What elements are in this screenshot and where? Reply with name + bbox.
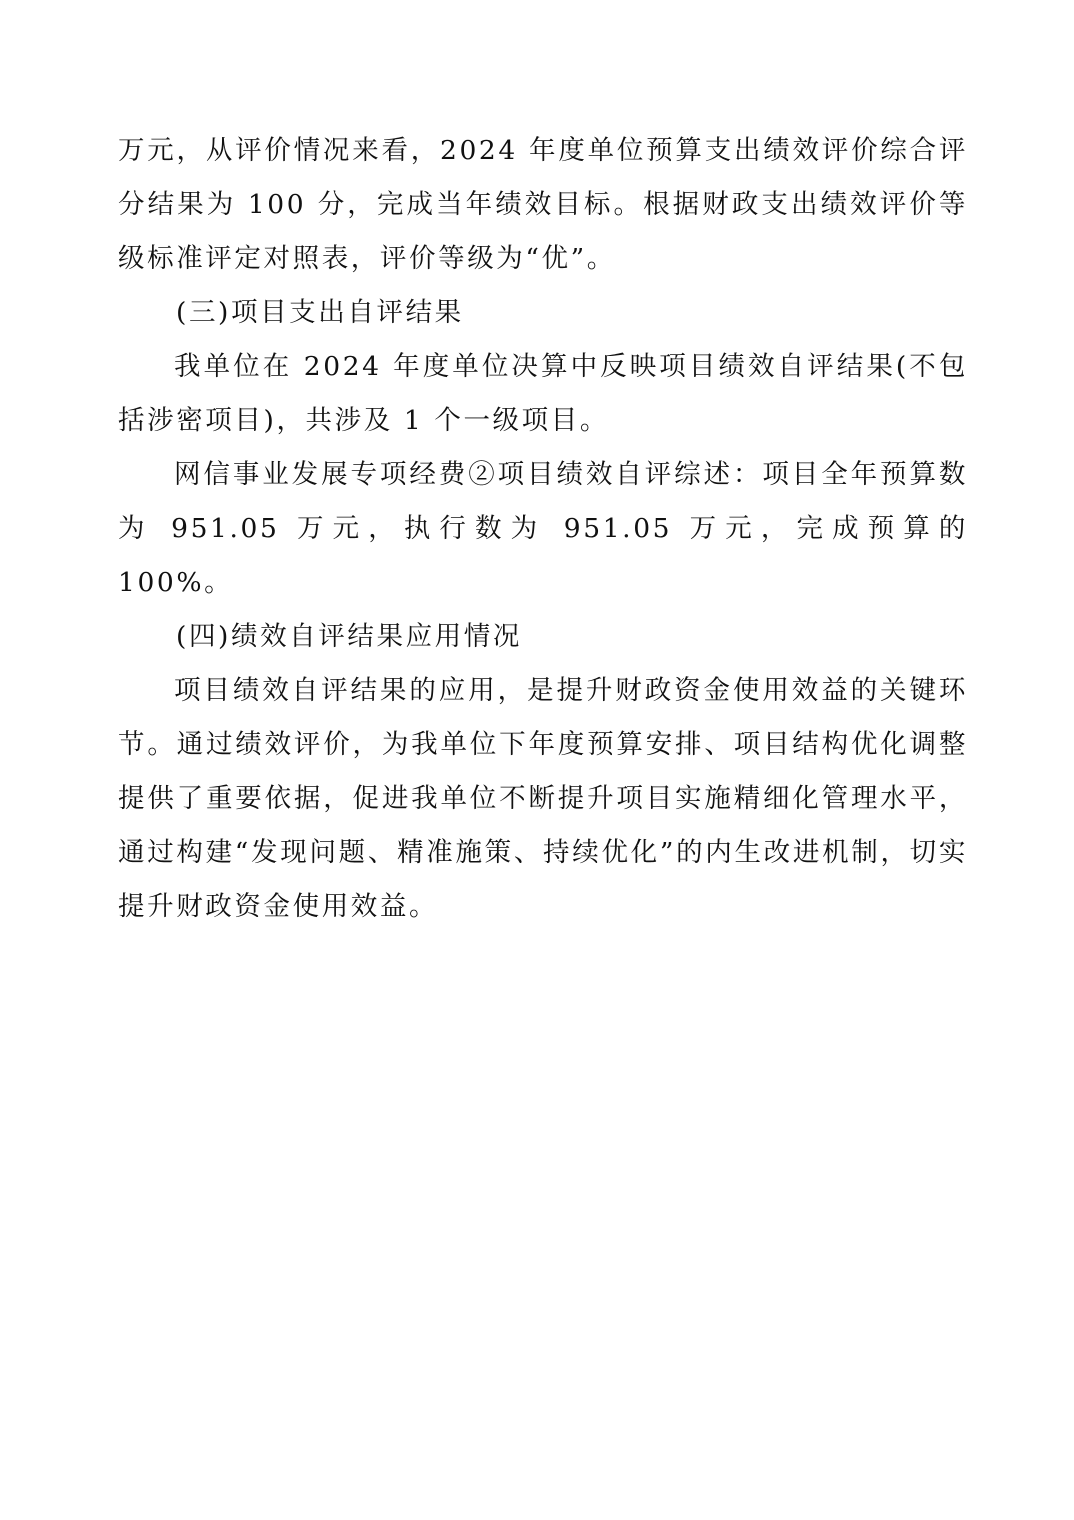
section-heading-project-expenditure: (三)项目支出自评结果 bbox=[176, 297, 464, 328]
paragraph-fund-summary: 网信事业发展专项经费②项目绩效自评综述：项目全年预算数为 951.05 万元，执行数为 951.05 万元，完成预算的 100%。 bbox=[118, 459, 968, 598]
paragraph-result-application: 项目绩效自评结果的应用，是提升财政资金使用效益的关键环节。通过绩效评价，为我单位下年度预算安排、项目结构优化调整提供了重要依据，促进我单位不断提升项目实施精细化管理水平，通过构建“发现问题、精准施策、持续优化”的内生改进机制，切实提升财政资金使用效益。 bbox=[118, 675, 968, 922]
paragraph-continuation: 万元，从评价情况来看，2024 年度单位预算支出绩效评价综合评分结果为 100 分，完成当年绩效目标。根据财政支出绩效评价等级标准评定对照表，评价等级为“优”。 bbox=[118, 135, 968, 274]
document-body bbox=[118, 124, 968, 934]
paragraph-project-self-evaluation: 我单位在 2024 年度单位决算中反映项目绩效自评结果(不包括涉密项目)，共涉及 1 个一级项目。 bbox=[118, 351, 968, 436]
section-heading-result-application: (四)绩效自评结果应用情况 bbox=[176, 621, 522, 652]
